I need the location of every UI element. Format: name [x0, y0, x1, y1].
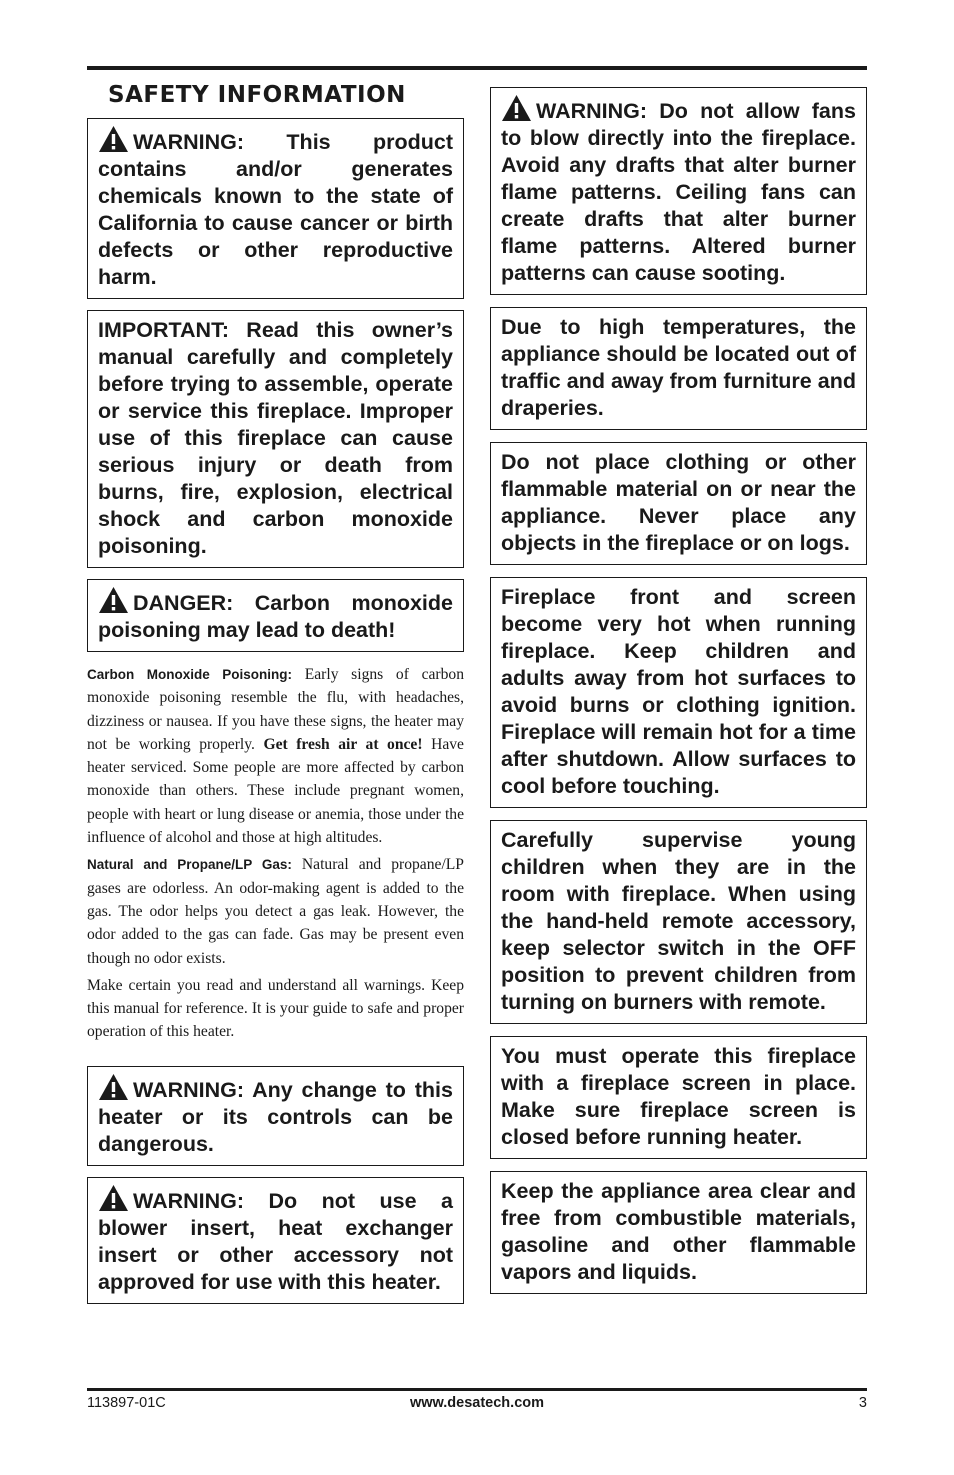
- supervise-text: Carefully supervise young children when they are in the room with fireplace. When using the hand-held remote accessory, keep selector switch in the OFF position to prevent children from turning on burners with remote.: [501, 828, 856, 1014]
- co-text-1: Early signs of carbon monoxide poisoning resemble the flu, with headaches, dizziness or nausea. If you have these signs, the heater may not be working properly.: [87, 666, 464, 753]
- blower-warning-text: WARNING: Do not use a blower insert, heat exchanger insert or other accessory not approved for use with this heater.: [98, 1188, 453, 1294]
- gas-heading: Natural and Propane/LP Gas:: [87, 857, 292, 873]
- gas-paragraph: [87, 853, 464, 969]
- clothing-text: Do not place clothing or other flammable material on or near the appliance. Never place any objects in the fireplace or on logs.: [501, 450, 856, 555]
- screen-box: [490, 1036, 867, 1159]
- co-paragraph: [87, 663, 464, 849]
- change-warning-box: [87, 1066, 464, 1166]
- section-title: SAFETY INFORMATION: [108, 82, 406, 108]
- co-text-2: Have heater serviced. Some people are more affected by carbon monoxide than others. These include pregnant women, people with heart or lung disease or anemia, those under the influence of alcohol and those at high altitudes.: [87, 735, 464, 847]
- danger-text: DANGER: Carbon monoxide poisoning may lead to death!: [98, 591, 453, 642]
- gas-text: Natural and propane/LP gases are odorless. An odor-making agent is added to the gas. The odor helps you detect a gas leak. However, the odor added to the gas can fade. Gas may be present even though no odor exists.: [87, 856, 464, 967]
- page-number: 3: [858, 1395, 867, 1411]
- supervise-box: [490, 820, 867, 1024]
- right-column: [490, 87, 867, 1306]
- clothing-box: [490, 442, 867, 565]
- important-text: IMPORTANT: Read this owner’s manual carefully and completely before trying to assemble, operate or service this fireplace. Improper use of this fireplace can cause serious injury or death from burns, fire, explosion, electrical shock and carbon monoxide poisoning.: [98, 318, 453, 558]
- california-warning-box: [87, 118, 464, 299]
- hot-front-box: [490, 577, 867, 808]
- left-column: [87, 80, 464, 1315]
- screen-text: You must operate this fireplace with a fireplace screen in place. Make sure fireplace screen is closed before running heater.: [501, 1044, 856, 1149]
- website-link[interactable]: www.desatech.com: [409, 1395, 545, 1411]
- fans-warning-text: WARNING: Do not allow fans to blow directly into the fireplace. Avoid any drafts that alter burner flame patterns. Ceiling fans can create drafts that alter burner flame patterns. Altered burner patterns can cause sooting.: [501, 99, 856, 285]
- warning-triangle-icon: [98, 125, 129, 153]
- co-emphasis: Get fresh air at once!: [263, 735, 423, 753]
- page-footer: [87, 1395, 867, 1417]
- blower-warning-box: [87, 1177, 464, 1304]
- change-warning-text: WARNING: Any change to this heater or its controls can be dangerous.: [98, 1077, 453, 1156]
- warning-triangle-icon: [98, 586, 129, 614]
- warning-triangle-icon: [98, 1073, 129, 1101]
- danger-box: [87, 579, 464, 652]
- read-paragraph: Make certain you read and understand all warnings. Keep this manual for reference. It is your guide to safe and proper operation of this heater.: [87, 976, 464, 1041]
- warning-triangle-icon: [501, 94, 532, 122]
- california-warning-text: WARNING: This product contains and/or generates chemicals known to the state of California to cause cancer or birth defects or other reproductive harm.: [98, 130, 453, 289]
- clear-area-text: Keep the appliance area clear and free from combustible materials, gasoline and other flammable vapors and liquids.: [501, 1179, 856, 1284]
- temperature-text: Due to high temperatures, the appliance should be located out of traffic and away from furniture and draperies.: [501, 315, 856, 420]
- bottom-rule: [87, 1388, 867, 1391]
- top-rule: [87, 66, 867, 70]
- hot-front-text: Fireplace front and screen become very hot when running fireplace. Keep children and adults away from hot surfaces to avoid burns or clothing ignition. Fireplace will remain hot for a time after shutdown. Allow surfaces to cool before touching.: [501, 585, 856, 798]
- clear-area-box: [490, 1171, 867, 1294]
- doc-number: 113897-01C: [87, 1395, 166, 1411]
- fans-warning-box: [490, 87, 867, 295]
- important-box: [87, 310, 464, 568]
- co-heading: Carbon Monoxide Poisoning:: [87, 667, 293, 682]
- warning-triangle-icon: [98, 1184, 129, 1212]
- temperature-box: [490, 307, 867, 430]
